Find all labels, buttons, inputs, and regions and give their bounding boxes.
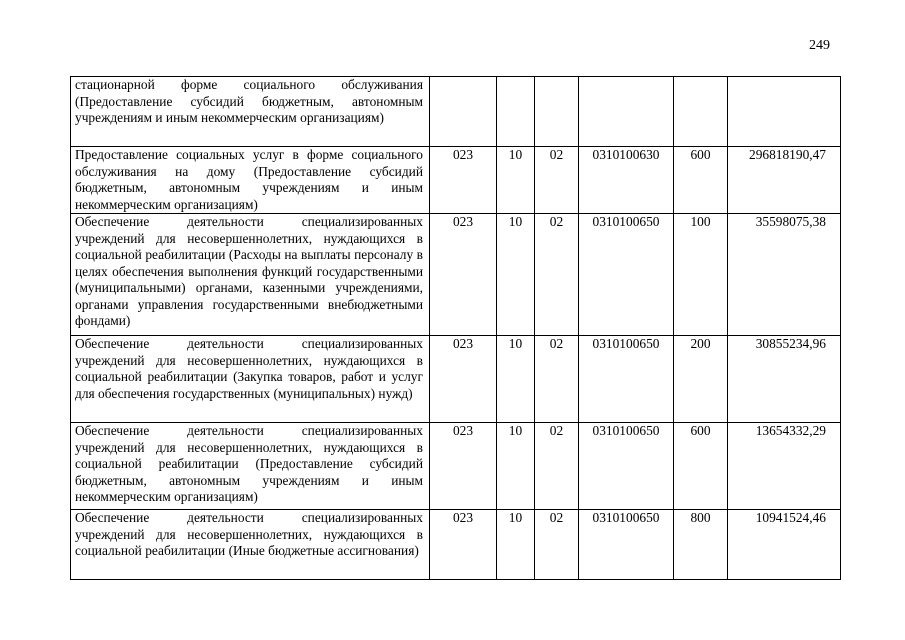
amount-cell: 296818190,47 bbox=[728, 147, 841, 214]
target-article-code-cell: 0310100650 bbox=[579, 336, 674, 423]
row-description: стационарной форме социального обслуживания (Предоставление субсидий бюджетным, автономным учреждениям и иным некоммерческим организациям) bbox=[71, 77, 430, 147]
table-row bbox=[71, 77, 841, 147]
section-code-cell: 10 bbox=[497, 214, 535, 336]
subsection-code-cell bbox=[535, 77, 579, 147]
amount-cell bbox=[728, 77, 841, 147]
page-number: 249 bbox=[809, 38, 830, 53]
budget-table bbox=[70, 76, 841, 580]
expense-type-code-cell: 600 bbox=[674, 147, 728, 214]
expense-type-code-cell bbox=[674, 77, 728, 147]
expense-type-code-cell: 600 bbox=[674, 423, 728, 510]
row-description: Предоставление социальных услуг в форме социального обслуживания на дому (Предоставление субсидий бюджетным, автономным учреждениям и иным некоммерческим организациям) bbox=[71, 147, 430, 214]
section-code-cell: 10 bbox=[497, 336, 535, 423]
amount-cell: 13654332,29 bbox=[728, 423, 841, 510]
row-description: Обеспечение деятельности специализированных учреждений для несовершеннолетних, нуждающихся в социальной реабилитации (Предоставление субсидий бюджетным, автономным учреждениям и иным некоммерческим организациям) bbox=[71, 423, 430, 510]
subsection-code-cell: 02 bbox=[535, 214, 579, 336]
subsection-code-cell: 02 bbox=[535, 147, 579, 214]
target-article-code-cell: 0310100650 bbox=[579, 510, 674, 580]
amount-cell: 35598075,38 bbox=[728, 214, 841, 336]
amount-cell: 30855234,96 bbox=[728, 336, 841, 423]
expense-type-code-cell: 100 bbox=[674, 214, 728, 336]
row-description: Обеспечение деятельности специализированных учреждений для несовершеннолетних, нуждающихся в социальной реабилитации (Иные бюджетные ассигнования) bbox=[71, 510, 430, 580]
section-code-cell: 10 bbox=[497, 423, 535, 510]
target-article-code-cell: 0310100650 bbox=[579, 423, 674, 510]
table-row bbox=[71, 423, 841, 510]
target-article-code-cell bbox=[579, 77, 674, 147]
amount-cell: 10941524,46 bbox=[728, 510, 841, 580]
subsection-code-cell: 02 bbox=[535, 510, 579, 580]
section-code-cell: 10 bbox=[497, 510, 535, 580]
expense-type-code-cell: 800 bbox=[674, 510, 728, 580]
target-article-code-cell: 0310100630 bbox=[579, 147, 674, 214]
admin-code-cell: 023 bbox=[430, 510, 497, 580]
table-row bbox=[71, 147, 841, 214]
row-description: Обеспечение деятельности специализированных учреждений для несовершеннолетних, нуждающихся в социальной реабилитации (Расходы на выплаты персоналу в целях обеспечения выполнения функций государственными (муниципальными) органами, казенными учреждениями, органами управления государственными внебюджетными фондами) bbox=[71, 214, 430, 336]
subsection-code-cell: 02 bbox=[535, 336, 579, 423]
table-row bbox=[71, 214, 841, 336]
section-code-cell: 10 bbox=[497, 147, 535, 214]
admin-code-cell: 023 bbox=[430, 147, 497, 214]
table-row bbox=[71, 336, 841, 423]
row-description: Обеспечение деятельности специализированных учреждений для несовершеннолетних, нуждающихся в социальной реабилитации (Закупка товаров, работ и услуг для обеспечения государственных (муниципальных) нужд) bbox=[71, 336, 430, 423]
subsection-code-cell: 02 bbox=[535, 423, 579, 510]
target-article-code-cell: 0310100650 bbox=[579, 214, 674, 336]
table-row bbox=[71, 510, 841, 580]
admin-code-cell: 023 bbox=[430, 423, 497, 510]
expense-type-code-cell: 200 bbox=[674, 336, 728, 423]
section-code-cell bbox=[497, 77, 535, 147]
admin-code-cell bbox=[430, 77, 497, 147]
admin-code-cell: 023 bbox=[430, 336, 497, 423]
admin-code-cell: 023 bbox=[430, 214, 497, 336]
